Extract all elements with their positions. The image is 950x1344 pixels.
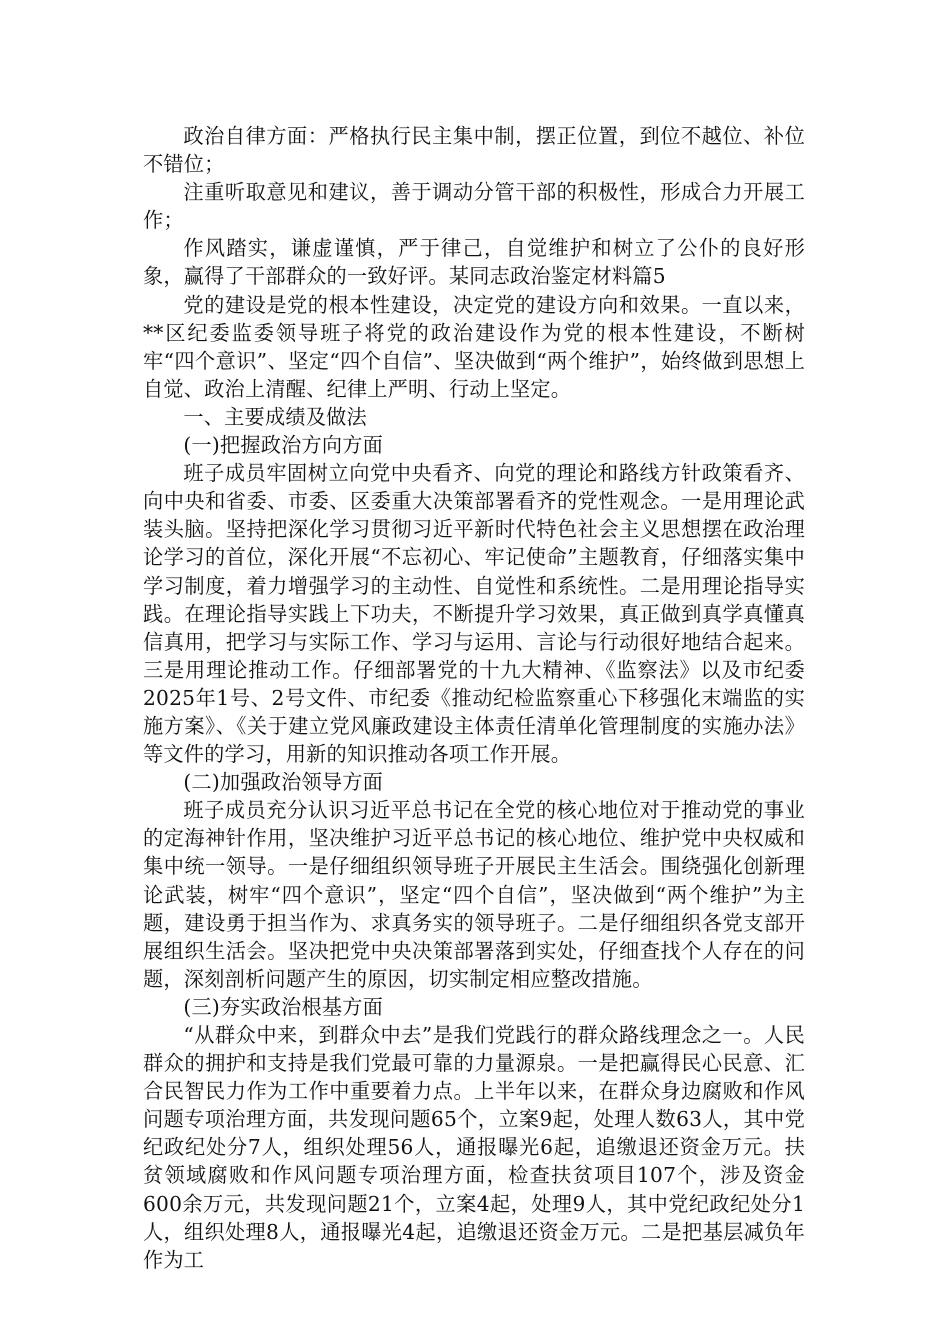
- paragraph-work-style: 作风踏实，谦虚谨慎，严于律己，自觉维护和树立了公仆的良好形象，赢得了干部群众的一致好评。某同志政治鉴定材料篇5: [143, 236, 805, 289]
- section-heading-main-achievements: 一、主要成绩及做法: [183, 404, 367, 429]
- paragraph-political-discipline: 政治自律方面：严格执行民主集中制，摆正位置，到位不越位、补位不错位；: [143, 124, 805, 177]
- subheading-political-leadership: (二)加强政治领导方面: [183, 770, 384, 795]
- paragraph-political-leadership: 班子成员充分认识习近平总书记在全党的核心地位对于推动党的事业的定海神针作用，坚决维护习近平总书记的核心地位、维护党中央权威和集中统一领导。一是仔细组织领导班子开展民主生活会。围绕强化创新理论武装，树牢“四个意识”，坚定“四个自信”，坚决做到“两个维护”为主题，建设勇于担当作为、求真务实的领导班子。二是仔细组织各党支部开展组织生活会。坚决把党中央决策部署落到实处，仔细查找个人存在的问题，深刻剖析问题产生的原因，切实制定相应整改措施。: [143, 798, 805, 991]
- paragraph-political-foundation: “从群众中来，到群众中去”是我们党践行的群众路线理念之一。人民群众的拥护和支持是我们党最可靠的力量源泉。一是把赢得民心民意、汇合民智民力作为工作中重要着力点。上半年以来，在群众身边腐败和作风问题专项治理方面，共发现问题65个，立案9起，处理人数63人，其中党纪政纪处分7人，组织处理56人，通报曝光6起，追缴退还资金万元。扶贫领域腐败和作风问题专项治理方面，检查扶贫项目107个，涉及资金600余万元，共发现问题21个，立案4起，处理9人，其中党纪政纪处分1人，组织处理8人，通报曝光4起，追缴退还资金万元。二是把基层减负年作为工: [143, 1023, 805, 1272]
- subheading-political-foundation: (三)夯实政治根基方面: [183, 994, 384, 1019]
- paragraph-political-direction: 班子成员牢固树立向党中央看齐、向党的理论和路线方针政策看齐、向中央和省委、市委、区委重大决策部署看齐的党性观念。一是用理论武装头脑。坚持把深化学习贯彻习近平新时代特色社会主义思想摆在政治理论学习的首位，深化开展“不忘初心、牢记使命”主题教育，仔细落实集中学习制度，着力增强学习的主动性、自觉性和系统性。二是用理论指导实践。在理论指导实践上下功夫，不断提升学习效果，真正做到真学真懂真信真用，把学习与实际工作、学习与运用、言论与行动很好地结合起来。三是用理论推动工作。仔细部署党的十九大精神、《监察法》以及市纪委2025年1号、2号文件、市纪委《推动纪检监察重心下移强化末端监的实施方案》、《关于建立党风廉政建设主体责任清单化管理制度的实施办法》等文件的学习，用新的知识推动各项工作开展。: [143, 461, 805, 767]
- paragraph-listen-opinions: 注重听取意见和建议，善于调动分管干部的积极性，形成合力开展工作；: [143, 180, 805, 233]
- document-body: [143, 122, 805, 1274]
- subheading-political-direction: (一)把握政治方向方面: [183, 433, 384, 458]
- paragraph-party-building: 党的建设是党的根本性建设，决定党的建设方向和效果。一直以来，**区纪委监委领导班子将党的政治建设作为党的根本性建设，不断树牢“四个意识”、坚定“四个自信”、坚决做到“两个维护”，始终做到思想上自觉、政治上清醒、纪律上严明、行动上坚定。: [143, 292, 805, 401]
